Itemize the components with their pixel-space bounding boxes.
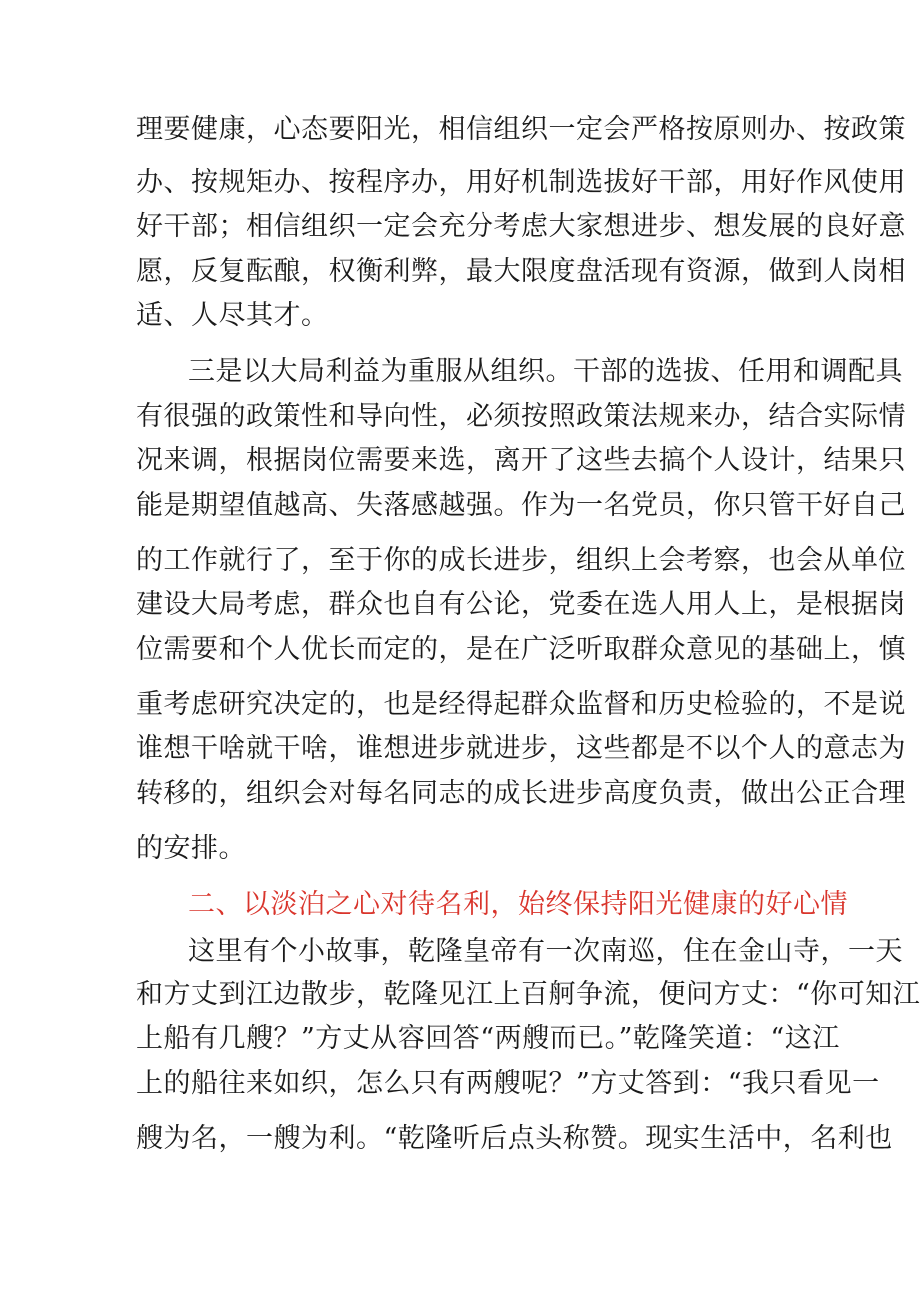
section-heading: 二、以淡泊之心对待名利，始终保持阳光健康的好心情 [188, 889, 848, 920]
text-line: 建设大局考虑，群众也自有公论，党委在选人用人上，是根据岗 [136, 589, 906, 620]
text-line: 能是期望值越高、失落感越强。作为一名党员，你只管干好自己 [136, 490, 906, 521]
text-line: 重考虑研究决定的，也是经得起群众监督和历史检验的，不是说 [136, 689, 906, 720]
text-line: 愿，反复酝酿，权衡利弊，最大限度盘活现有资源，做到人岗相 [136, 256, 906, 287]
text-line: 谁想干啥就干啥，谁想进步就进步，这些都是不以个人的意志为 [136, 733, 906, 764]
text-line: 和方丈到江边散步，乾隆见江上百舸争流，便问方丈：“你可知江 [136, 979, 920, 1010]
text-line: 上船有几艘？”方丈从容回答“两艘而已。”乾隆笑道：“这江 [136, 1023, 840, 1054]
text-line: 这里有个小故事，乾隆皇帝有一次南巡，住在金山寺，一天 [188, 936, 903, 967]
text-line: 有很强的政策性和导向性，必须按照政策法规来办，结合实际情 [136, 401, 906, 432]
text-line: 位需要和个人优长而定的，是在广泛听取群众意见的基础上，慎 [136, 634, 906, 665]
text-line: 况来调，根据岗位需要来选，离开了这些去搞个人设计，结果只 [136, 445, 906, 476]
text-line: 转移的，组织会对每名同志的成长进步高度负责，做出公正合理 [136, 778, 906, 809]
text-line: 的安排。 [136, 833, 246, 864]
text-line: 办、按规矩办、按程序办，用好机制选拔好干部，用好作风使用 [136, 167, 906, 198]
text-line: 上的船往来如织，怎么只有两艘呢？”方丈答到：“我只看见一 [136, 1068, 880, 1099]
text-line: 理要健康，心态要阳光，相信组织一定会严格按原则办、按政策 [136, 114, 906, 145]
text-line: 好干部；相信组织一定会充分考虑大家想进步、想发展的良好意 [136, 211, 906, 242]
text-line: 的工作就行了，至于你的成长进步，组织上会考察，也会从单位 [136, 545, 906, 576]
text-line: 适、人尽其才。 [136, 300, 329, 331]
text-line: 三是以大局利益为重服从组织。干部的选拔、任用和调配具 [188, 356, 903, 387]
text-line: 艘为名，一艘为利。“乾隆听后点头称赞。现实生活中，名利也 [136, 1123, 893, 1154]
